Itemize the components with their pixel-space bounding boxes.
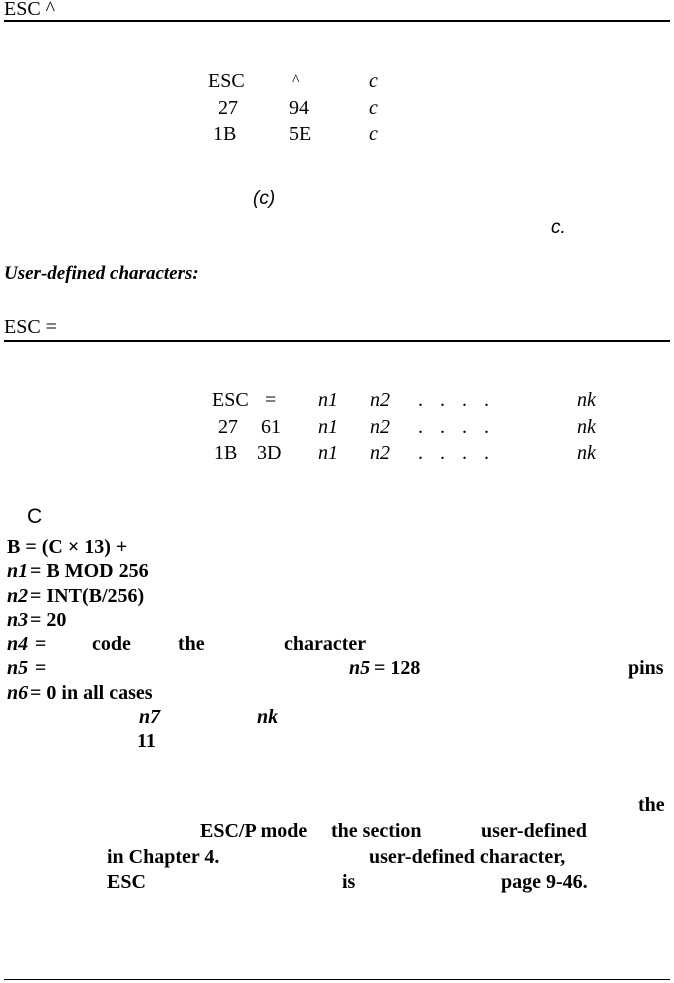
formula-n1-value: = B MOD 256: [30, 560, 149, 582]
format-cell: nk: [577, 416, 596, 438]
format-cell: 61: [261, 416, 281, 438]
formula-n4-label: n4: [7, 633, 29, 655]
format-cell: 5E: [289, 123, 312, 145]
footer-rule: [4, 979, 670, 980]
formula-n3-value: = 20: [30, 609, 67, 631]
formula-n5-end: pins: [628, 657, 664, 679]
formula-n2-value: = INT(B/256): [30, 585, 145, 607]
format-cell: nk: [577, 442, 596, 464]
formula-n4-word: character: [284, 633, 367, 655]
format-cell: ^: [292, 72, 300, 89]
format-cell: n1: [318, 389, 338, 411]
format-cell: 1B: [213, 123, 237, 145]
subheading-user-defined: User-defined characters:: [4, 263, 199, 284]
formula-n5-mid-label: n5: [349, 657, 371, 679]
formula-n6-label: n6: [7, 682, 29, 704]
formula-n5-label: n5: [7, 657, 29, 679]
formula-eleven: 11: [137, 730, 156, 752]
note-fragment: ESC/P mode: [200, 820, 308, 842]
formula-n4-word: the: [178, 633, 205, 655]
note-fragment: user-defined character,: [369, 846, 566, 868]
format-cell: 94: [289, 97, 309, 119]
formula-b-line: B = (C × 13) +: [7, 536, 128, 558]
note-fragment: in Chapter 4.: [107, 846, 220, 868]
format-cell: c: [369, 70, 378, 92]
format-cell: =: [265, 389, 277, 411]
format-cell: 27: [218, 97, 238, 119]
section-rule: [4, 20, 670, 22]
formula-n4-word: code: [92, 633, 131, 655]
format-cell: . . . .: [418, 442, 495, 464]
note-fragment: page 9-46.: [501, 871, 588, 893]
formula-c-label: C: [27, 505, 43, 528]
format-cell: n1: [318, 416, 338, 438]
note-fragment: the section: [331, 820, 422, 842]
param-c-end: c.: [551, 217, 566, 238]
formula-n7-label: n7: [139, 706, 161, 728]
formula-n3-label: n3: [7, 609, 29, 631]
format-cell: 27: [218, 416, 238, 438]
param-c: (c): [253, 188, 276, 209]
format-cell: n2: [370, 389, 390, 411]
note-fragment: the: [638, 794, 665, 816]
formula-n1-label: n1: [7, 560, 29, 582]
section-heading-esc-caret: ESC ^: [4, 0, 56, 20]
formula-nk-label: nk: [257, 706, 279, 728]
note-fragment: ESC: [107, 871, 146, 893]
section-rule: [4, 340, 670, 342]
formula-n6-value: = 0 in all cases: [30, 682, 153, 704]
format-cell: nk: [577, 389, 596, 411]
formula-n4-eq: =: [35, 633, 47, 655]
note-fragment: is: [342, 871, 356, 893]
note-fragment: user-defined: [481, 820, 587, 842]
format-cell: c: [369, 123, 378, 145]
format-cell: 3D: [257, 442, 282, 464]
formula-n5-mid-value: = 128: [374, 657, 421, 679]
format-cell: n2: [370, 416, 390, 438]
format-cell: ESC: [212, 389, 249, 411]
format-cell: n1: [318, 442, 338, 464]
formula-n5-eq: =: [35, 657, 47, 679]
format-cell: 1B: [214, 442, 238, 464]
format-cell: ESC: [208, 70, 245, 92]
format-cell: c: [369, 97, 378, 119]
format-cell: . . . .: [418, 389, 495, 411]
section-heading-esc-equals: ESC =: [4, 316, 57, 338]
format-cell: . . . .: [418, 416, 495, 438]
formula-n2-label: n2: [7, 585, 29, 607]
format-cell: n2: [370, 442, 390, 464]
